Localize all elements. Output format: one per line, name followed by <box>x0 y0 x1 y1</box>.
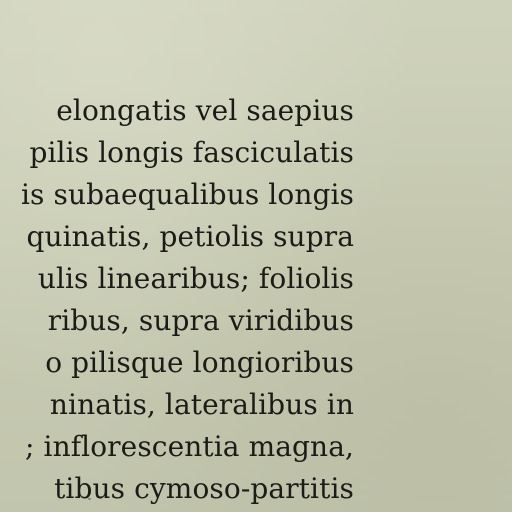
text-line: ribus, supra viridibus <box>47 304 354 337</box>
text-line: tibus cymoso-partitis <box>54 472 354 505</box>
text-line: elongatis vel saepius <box>56 94 354 127</box>
text-line: o pilisque longioribus <box>45 346 354 379</box>
text-line: ulis linearibus; foliolis <box>37 262 354 295</box>
text-line: quinatis, petiolis supra <box>26 220 354 253</box>
text-line: is subaequalibus longis <box>21 178 354 211</box>
text-line: ; inflorescentia magna, <box>24 430 354 463</box>
text-line: pilis longis fasciculatis <box>29 136 354 169</box>
text-line: ninatis, lateralibus in <box>49 388 354 421</box>
paper-speck <box>88 498 91 500</box>
